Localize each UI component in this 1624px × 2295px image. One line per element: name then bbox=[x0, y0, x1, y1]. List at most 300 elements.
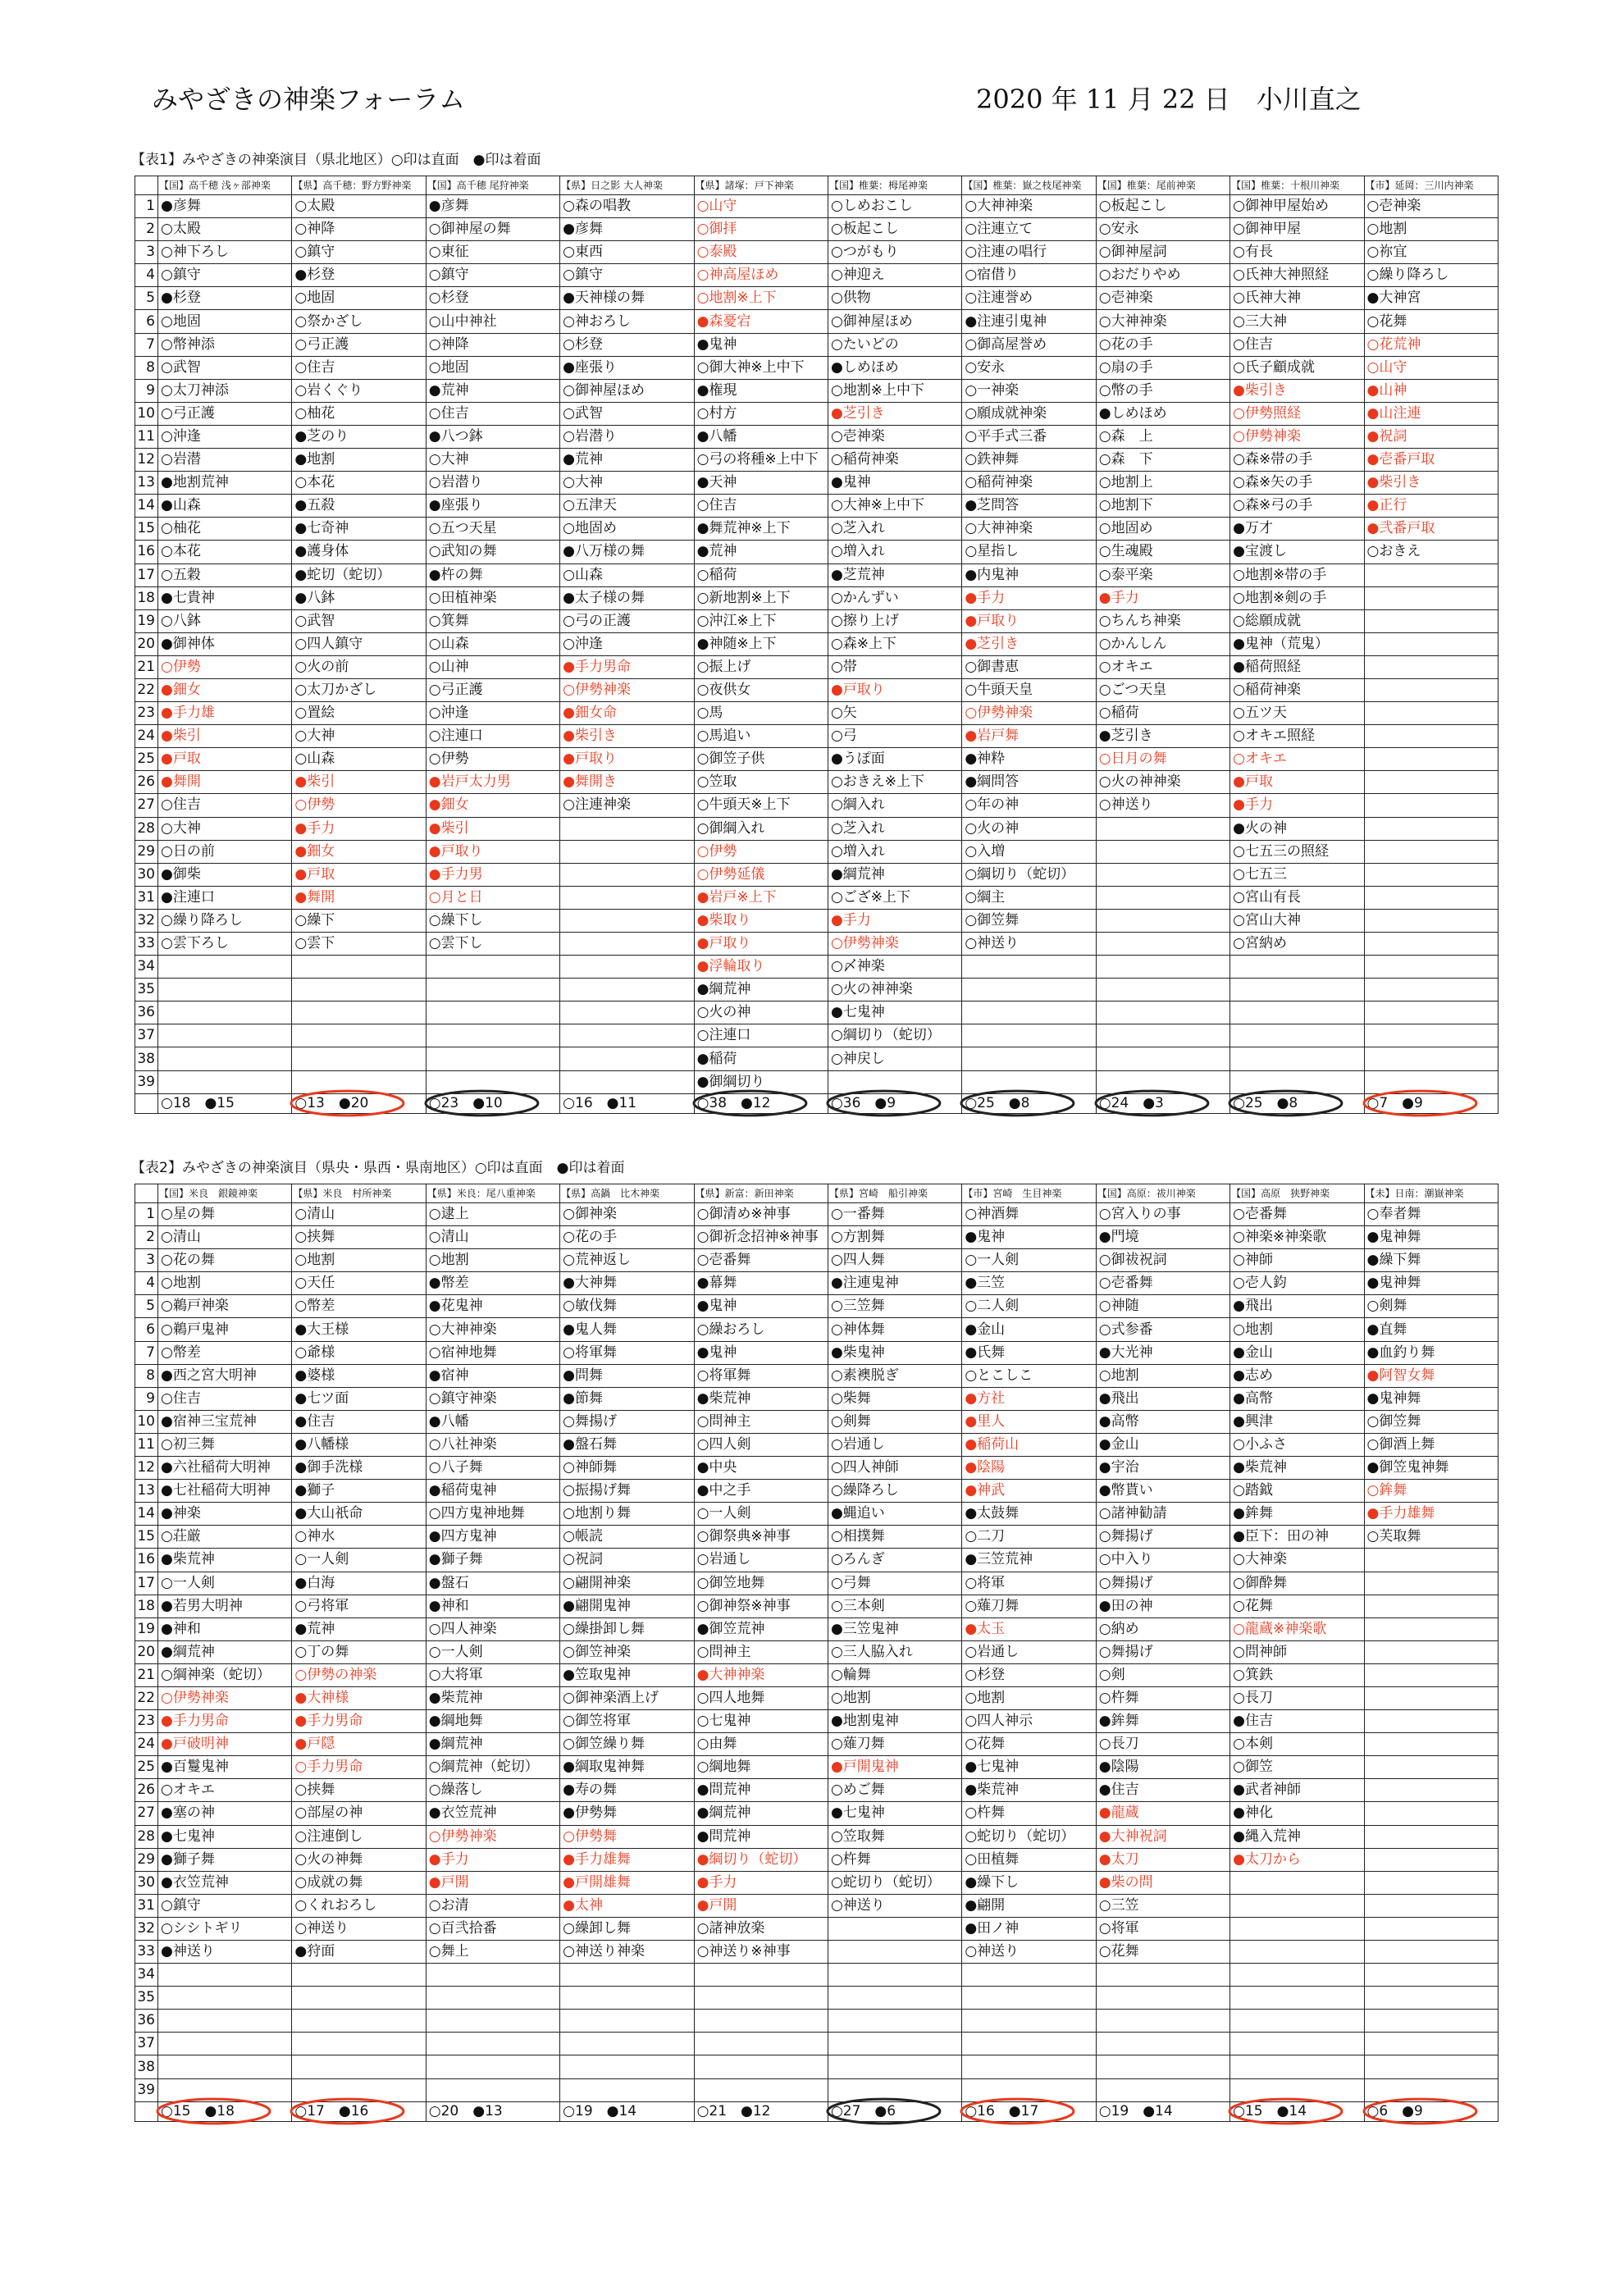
program-cell: ○問神主 bbox=[694, 1410, 828, 1433]
row-number: 4 bbox=[135, 1272, 158, 1295]
program-cell: ○伊勢 bbox=[426, 748, 559, 771]
row-number: 3 bbox=[135, 241, 158, 264]
program-cell: ●戸取 bbox=[292, 863, 426, 886]
program-cell: ●天神様の舞 bbox=[560, 287, 694, 310]
totals-cell: ○38 ●12 bbox=[694, 1093, 828, 1113]
program-cell: ○岩潜り bbox=[560, 425, 694, 448]
column-header: 【国】椎葉：栂尾神楽 bbox=[828, 176, 961, 195]
program-cell: ○扇の手 bbox=[1096, 356, 1229, 379]
program-cell: ●神楽 bbox=[158, 1503, 292, 1526]
program-cell: ○将軍舞 bbox=[694, 1364, 828, 1387]
program-cell: ○杵舞 bbox=[1096, 1686, 1229, 1709]
program-cell: ○大神 bbox=[292, 725, 426, 748]
program-cell: ○御笠舞 bbox=[1364, 1410, 1498, 1433]
program-cell: ○芝入れ bbox=[828, 518, 961, 541]
program-cell: ○月と日 bbox=[426, 886, 559, 909]
program-cell: ○三本剣 bbox=[828, 1595, 961, 1617]
program-cell: ○帯 bbox=[828, 655, 961, 678]
program-cell: ●七奇神 bbox=[292, 518, 426, 541]
program-cell: ●中央 bbox=[694, 1457, 828, 1480]
totals-cell: ○20 ●13 bbox=[426, 2101, 559, 2121]
program-cell: ○繰おろし bbox=[694, 1318, 828, 1341]
program-cell: ●幣差 bbox=[426, 1272, 559, 1295]
row-number: 8 bbox=[135, 1364, 158, 1387]
row-number: 9 bbox=[135, 1387, 158, 1410]
program-cell: ●柴引き bbox=[1230, 379, 1364, 402]
program-cell: ○つがもり bbox=[828, 241, 961, 264]
program-cell: ●百鬘鬼神 bbox=[158, 1756, 292, 1779]
program-cell: ●芝引き bbox=[1096, 725, 1229, 748]
totals-cell: ○15 ●14 bbox=[1230, 2101, 1364, 2121]
program-cell: ●金山 bbox=[1230, 1341, 1364, 1364]
total-oval bbox=[426, 1091, 538, 1116]
program-cell: ○大神楽 bbox=[1230, 1549, 1364, 1572]
program-cell: ○岩通し bbox=[962, 1640, 1096, 1663]
row-number: 20 bbox=[135, 632, 158, 655]
program-cell: ●大王様 bbox=[292, 1318, 426, 1341]
program-cell: ○牛頭天皇 bbox=[962, 678, 1096, 701]
program-cell: ○弓将軍 bbox=[292, 1595, 426, 1617]
program-cell: ●田の神 bbox=[1096, 1595, 1229, 1617]
program-cell: ●柴引 bbox=[292, 771, 426, 794]
program-cell: ●手力雄 bbox=[158, 702, 292, 725]
column-header: 【国】高原：祓川神楽 bbox=[1096, 1184, 1229, 1203]
program-cell: ○田植神楽 bbox=[426, 586, 559, 609]
program-cell: ○幣差 bbox=[158, 1341, 292, 1364]
column-header: 【県】米良 村所神楽 bbox=[292, 1184, 426, 1203]
program-cell: ●問舞 bbox=[560, 1364, 694, 1387]
row-number: 18 bbox=[135, 586, 158, 609]
program-cell: ●太玉 bbox=[962, 1617, 1096, 1640]
program-cell: ●綱荒神 bbox=[694, 979, 828, 1001]
program-cell: ○式参番 bbox=[1096, 1318, 1229, 1341]
program-cell: ○帳読 bbox=[560, 1526, 694, 1549]
program-cell: ○弓の将種※上中下 bbox=[694, 449, 828, 472]
column-header: 【県】高鍋 比木神楽 bbox=[560, 1184, 694, 1203]
program-cell: ●繰下し bbox=[962, 1871, 1096, 1894]
row-number: 22 bbox=[135, 678, 158, 701]
program-cell: ○鵜戸鬼神 bbox=[158, 1318, 292, 1341]
row-number: 14 bbox=[135, 495, 158, 518]
program-cell: ●八つ鉢 bbox=[426, 425, 559, 448]
row-number: 10 bbox=[135, 1410, 158, 1433]
program-cell: ○芝入れ bbox=[828, 817, 961, 840]
program-cell: ○平手式三番 bbox=[962, 425, 1096, 448]
program-cell: ●花鬼神 bbox=[426, 1295, 559, 1318]
row-number: 6 bbox=[135, 310, 158, 333]
program-cell: ○四人鎮守 bbox=[292, 632, 426, 655]
program-cell: ○おだりやめ bbox=[1096, 264, 1229, 287]
program-cell: ●御神体 bbox=[158, 632, 292, 655]
column-header: 【国】高千穂 尾狩神楽 bbox=[426, 176, 559, 195]
program-cell: ●山神 bbox=[1364, 379, 1498, 402]
program-cell: ○三大神 bbox=[1230, 310, 1364, 333]
program-cell: ○本花 bbox=[292, 472, 426, 495]
row-number: 8 bbox=[135, 356, 158, 379]
row-number: 11 bbox=[135, 1433, 158, 1456]
program-cell: ○神酒舞 bbox=[962, 1203, 1096, 1226]
program-cell: ●火の神 bbox=[1230, 817, 1364, 840]
column-header: 【市】宮崎 生目神楽 bbox=[962, 1184, 1096, 1203]
program-cell: ●直舞 bbox=[1364, 1318, 1498, 1341]
total-oval bbox=[291, 1091, 404, 1116]
row-number: 37 bbox=[135, 1024, 158, 1047]
program-cell: ●太子様の舞 bbox=[560, 586, 694, 609]
program-cell: ○神師 bbox=[1230, 1249, 1364, 1272]
program-cell: ●綱取鬼神舞 bbox=[560, 1756, 694, 1779]
program-cell: ●高幣 bbox=[1230, 1387, 1364, 1410]
program-cell: ○おきえ※上下 bbox=[828, 771, 961, 794]
program-cell: ●飛出 bbox=[1096, 1387, 1229, 1410]
program-cell: ○地固 bbox=[426, 356, 559, 379]
row-number: 30 bbox=[135, 863, 158, 886]
row-number: 17 bbox=[135, 1572, 158, 1595]
row-number: 36 bbox=[135, 1001, 158, 1024]
program-cell: ●御綱切り bbox=[694, 1070, 828, 1093]
program-cell: ○三笠舞 bbox=[828, 1295, 961, 1318]
program-cell: ○神高屋ほめ bbox=[694, 264, 828, 287]
program-cell: ○御笠舞 bbox=[962, 909, 1096, 932]
program-cell: ○神迎え bbox=[828, 264, 961, 287]
totals-cell: ○6 ●9 bbox=[1364, 2101, 1498, 2121]
program-cell: ●鬼神舞 bbox=[1364, 1226, 1498, 1249]
program-cell: ●戸取り bbox=[560, 748, 694, 771]
program-cell: ○初三舞 bbox=[158, 1433, 292, 1456]
program-cell: ○火の神神楽 bbox=[1096, 771, 1229, 794]
program-cell: ●八万様の舞 bbox=[560, 541, 694, 563]
program-cell: ●綱地舞 bbox=[426, 1710, 559, 1733]
program-cell: ○森※帯の手 bbox=[1230, 449, 1364, 472]
program-cell: ○注連神楽 bbox=[560, 794, 694, 817]
program-cell: ○牛頭天※上下 bbox=[694, 794, 828, 817]
program-cell: ○御神屋ほめ bbox=[560, 379, 694, 402]
program-cell: ●柴引き bbox=[560, 725, 694, 748]
program-cell: ○清山 bbox=[158, 1226, 292, 1249]
program-cell: ○翩開神楽 bbox=[560, 1572, 694, 1595]
program-cell: ○神水 bbox=[292, 1526, 426, 1549]
program-cell: ○伊勢延儀 bbox=[694, 863, 828, 886]
program-cell: ●門境 bbox=[1096, 1226, 1229, 1249]
date-author: 2020 年 11 月 22 日 小川直之 bbox=[976, 84, 1362, 115]
program-cell: ○芙取舞 bbox=[1364, 1526, 1498, 1549]
row-number: 31 bbox=[135, 1894, 158, 1917]
program-cell: ○住吉 bbox=[694, 495, 828, 518]
program-cell: ●地割荒神 bbox=[158, 472, 292, 495]
program-cell: ○舞揚げ bbox=[560, 1410, 694, 1433]
column-header: 【県】日之影 大人神楽 bbox=[560, 176, 694, 195]
program-cell: ●鬼神 bbox=[694, 1295, 828, 1318]
row-number: 24 bbox=[135, 725, 158, 748]
program-cell: ○綱切り（蛇切） bbox=[962, 863, 1096, 886]
program-cell: ●八幡 bbox=[694, 425, 828, 448]
program-cell: ○雲下し bbox=[426, 933, 559, 956]
program-cell: ○地割 bbox=[292, 1249, 426, 1272]
total-oval bbox=[961, 1091, 1074, 1116]
row-number: 13 bbox=[135, 1480, 158, 1503]
row-number: 39 bbox=[135, 2078, 158, 2101]
program-cell: ○御清め※神事 bbox=[694, 1203, 828, 1226]
program-cell: ●縄入荒神 bbox=[1230, 1825, 1364, 1848]
program-cell: ○住吉 bbox=[158, 1387, 292, 1410]
program-cell: ○挟舞 bbox=[292, 1779, 426, 1802]
program-cell: ○地割下 bbox=[1096, 495, 1229, 518]
row-number: 9 bbox=[135, 379, 158, 402]
program-cell: ○繰下 bbox=[292, 909, 426, 932]
program-cell: ○繰降ろし bbox=[828, 1480, 961, 1503]
table2-caption: 【表2】みやざきの神楽演目（県央・県西・県南地区）○印は直面 ●印は着面 bbox=[131, 1160, 625, 1176]
program-cell: ○花舞 bbox=[1096, 1941, 1229, 1964]
program-cell: ○繰落し bbox=[426, 1779, 559, 1802]
program-cell: ●柴引 bbox=[158, 725, 292, 748]
program-cell: ○めご舞 bbox=[828, 1779, 961, 1802]
program-cell: ○地割 bbox=[1096, 1364, 1229, 1387]
program-cell: ●神随※上下 bbox=[694, 632, 828, 655]
program-cell: ○五津天 bbox=[560, 495, 694, 518]
program-cell: ●座張り bbox=[426, 495, 559, 518]
row-number: 15 bbox=[135, 518, 158, 541]
row-number: 10 bbox=[135, 402, 158, 425]
program-cell: ●婆様 bbox=[292, 1364, 426, 1387]
row-number: 7 bbox=[135, 333, 158, 356]
program-cell: ○お清 bbox=[426, 1894, 559, 1917]
program-cell: ●七社稲荷大明神 bbox=[158, 1480, 292, 1503]
program-cell: ○爺様 bbox=[292, 1341, 426, 1364]
totals-cell: ○25 ●8 bbox=[962, 1093, 1096, 1113]
program-cell: ○火の神 bbox=[694, 1001, 828, 1024]
row-number: 15 bbox=[135, 1526, 158, 1549]
program-cell: ○二刀 bbox=[962, 1526, 1096, 1549]
program-cell: ○オキエ bbox=[158, 1779, 292, 1802]
program-cell: ●芝引き bbox=[962, 632, 1096, 655]
program-cell: ○とこしこ bbox=[962, 1364, 1096, 1387]
program-cell: ○森※矢の手 bbox=[1230, 472, 1364, 495]
program-cell: ●金山 bbox=[1096, 1433, 1229, 1456]
program-cell: ●臣下：田の神 bbox=[1230, 1526, 1364, 1549]
program-cell: ●鬼神舞 bbox=[1364, 1272, 1498, 1295]
totals-cell: ○15 ●18 bbox=[158, 2101, 292, 2121]
program-cell: ○長刀 bbox=[1230, 1686, 1364, 1709]
program-cell: ○地固め bbox=[560, 518, 694, 541]
program-cell: ○一神楽 bbox=[962, 379, 1096, 402]
column-header: 【未】日南：潮嶽神楽 bbox=[1364, 1184, 1498, 1203]
row-number: 32 bbox=[135, 909, 158, 932]
program-cell: ○五ツ天 bbox=[1230, 702, 1364, 725]
program-cell: ●田ノ神 bbox=[962, 1917, 1096, 1940]
program-cell: ○百弐拾番 bbox=[426, 1917, 559, 1940]
program-cell: ○花の手 bbox=[560, 1226, 694, 1249]
program-cell: ○伊勢神楽 bbox=[560, 678, 694, 701]
program-cell: ●神送り bbox=[158, 1941, 292, 1964]
program-cell: ○御笠繰り舞 bbox=[560, 1733, 694, 1756]
row-number: 19 bbox=[135, 609, 158, 632]
totals-cell: ○24 ●3 bbox=[1096, 1093, 1229, 1113]
row-number: 25 bbox=[135, 1756, 158, 1779]
program-cell: ●方社 bbox=[962, 1387, 1096, 1410]
row-number: 25 bbox=[135, 748, 158, 771]
program-cell: ○御神甲屋始め bbox=[1230, 195, 1364, 218]
program-cell: ○四人地舞 bbox=[694, 1686, 828, 1709]
program-cell: ○宮山有長 bbox=[1230, 886, 1364, 909]
row-number: 37 bbox=[135, 2033, 158, 2055]
program-cell: ○夜供女 bbox=[694, 678, 828, 701]
column-header: 【市】延岡：三川内神楽 bbox=[1364, 176, 1498, 195]
program-cell: ○笠取 bbox=[694, 771, 828, 794]
program-cell: ○四人剣 bbox=[694, 1433, 828, 1456]
program-cell: ●戸取り bbox=[426, 840, 559, 863]
program-cell: ○宮山大神 bbox=[1230, 909, 1364, 932]
program-cell: ●大山祇命 bbox=[292, 1503, 426, 1526]
program-cell: ○板起こし bbox=[1096, 195, 1229, 218]
total-oval bbox=[1229, 1091, 1342, 1116]
program-cell: ○氏神大神照経 bbox=[1230, 264, 1364, 287]
program-cell: ○大神 bbox=[158, 817, 292, 840]
program-cell: ○一人剣 bbox=[694, 1503, 828, 1526]
column-header: 【県】諸塚：戸下神楽 bbox=[694, 176, 828, 195]
program-cell: ○柚花 bbox=[292, 402, 426, 425]
program-cell: ○沖逢 bbox=[560, 632, 694, 655]
program-cell: ○三人脇入れ bbox=[828, 1640, 961, 1663]
program-cell: ●獅子 bbox=[292, 1480, 426, 1503]
program-cell: ○ござ※上下 bbox=[828, 886, 961, 909]
program-cell: ○御祭典※神事 bbox=[694, 1526, 828, 1549]
program-cell: ○有長 bbox=[1230, 241, 1364, 264]
program-cell: ●杵の舞 bbox=[426, 563, 559, 586]
program-cell: ○稲荷神楽 bbox=[962, 472, 1096, 495]
program-cell: ●注連鬼神 bbox=[828, 1272, 961, 1295]
program-cell: ○火の神神楽 bbox=[828, 979, 961, 1001]
program-cell: ○入増 bbox=[962, 840, 1096, 863]
column-header: 【国】米良 銀鏡神楽 bbox=[158, 1184, 292, 1203]
program-cell: ●戸取り bbox=[694, 933, 828, 956]
program-cell: ○武知の舞 bbox=[426, 541, 559, 563]
program-cell: ○大神 bbox=[426, 449, 559, 472]
program-cell: ○神送り※神事 bbox=[694, 1941, 828, 1964]
program-cell: ○地固 bbox=[158, 310, 292, 333]
program-cell: ●笠取鬼神 bbox=[560, 1663, 694, 1686]
row-number: 38 bbox=[135, 2055, 158, 2078]
row-number: 29 bbox=[135, 840, 158, 863]
program-cell: ○花の手 bbox=[1096, 333, 1229, 356]
program-cell: ○シシトギリ bbox=[158, 1917, 292, 1940]
program-cell: ●盤石 bbox=[426, 1572, 559, 1595]
program-cell: ●武者神師 bbox=[1230, 1779, 1364, 1802]
program-cell: ○神楽※神楽歌 bbox=[1230, 1226, 1364, 1249]
program-cell: ○大将軍 bbox=[426, 1663, 559, 1686]
totals-cell: ○18 ●15 bbox=[158, 1093, 292, 1113]
program-cell: ○幣差 bbox=[292, 1295, 426, 1318]
program-cell: ●蛇切（蛇切） bbox=[292, 563, 426, 586]
program-cell: ●戸開 bbox=[426, 1871, 559, 1894]
program-cell: ○鵜戸神楽 bbox=[158, 1295, 292, 1318]
total-oval bbox=[157, 2099, 270, 2124]
program-cell: ○鎮守 bbox=[292, 241, 426, 264]
program-cell: ●戸隠 bbox=[292, 1733, 426, 1756]
program-cell: ○岩くぐり bbox=[292, 379, 426, 402]
program-cell: ●荒神 bbox=[694, 541, 828, 563]
program-cell: ○綱神楽（蛇切） bbox=[158, 1663, 292, 1686]
program-cell: ○御高屋誉め bbox=[962, 333, 1096, 356]
program-cell: ●手力雄舞 bbox=[1364, 1503, 1498, 1526]
program-cell: ●弐番戸取 bbox=[1364, 518, 1498, 541]
program-cell: ●鬼神舞 bbox=[1364, 1387, 1498, 1410]
program-cell: ○神送り bbox=[292, 1917, 426, 1940]
program-cell: ○長刀 bbox=[1096, 1733, 1229, 1756]
program-cell: ●地割鬼神 bbox=[828, 1710, 961, 1733]
program-cell: ○伊勢神楽 bbox=[828, 933, 961, 956]
program-cell: ○問神師 bbox=[1230, 1640, 1364, 1663]
program-cell: ●彦舞 bbox=[426, 195, 559, 218]
program-cell: ○鎮守 bbox=[158, 264, 292, 287]
program-cell: ●七鬼神 bbox=[158, 1825, 292, 1848]
program-cell: ○伊勢照経 bbox=[1230, 402, 1364, 425]
program-cell: ○火の神舞 bbox=[292, 1848, 426, 1871]
program-cell: ○弓正護 bbox=[158, 402, 292, 425]
program-cell: ○地割※剣の手 bbox=[1230, 586, 1364, 609]
program-cell: ●荒神 bbox=[426, 379, 559, 402]
program-cell: ●彦舞 bbox=[560, 218, 694, 241]
program-cell: ●護身体 bbox=[292, 541, 426, 563]
program-cell: ○祢宜 bbox=[1364, 241, 1498, 264]
program-cell: ●節舞 bbox=[560, 1387, 694, 1410]
program-cell: ●問荒神 bbox=[694, 1779, 828, 1802]
row-number: 14 bbox=[135, 1503, 158, 1526]
program-cell: ○伊勢神楽 bbox=[1230, 425, 1364, 448]
program-cell: ●芝引き bbox=[828, 402, 961, 425]
row-number: 39 bbox=[135, 1070, 158, 1093]
row-number: 29 bbox=[135, 1848, 158, 1871]
program-cell: ○伊勢 bbox=[694, 840, 828, 863]
program-cell: ●御笠荒神 bbox=[694, 1617, 828, 1640]
program-cell: ○岩通し bbox=[694, 1549, 828, 1572]
row-number: 23 bbox=[135, 702, 158, 725]
program-cell: ○宿神地舞 bbox=[426, 1341, 559, 1364]
program-cell: ●神武 bbox=[962, 1480, 1096, 1503]
totals-cell: ○36 ●9 bbox=[828, 1093, 961, 1113]
program-cell: ●太神 bbox=[560, 1894, 694, 1917]
program-cell: ○剣舞 bbox=[1364, 1295, 1498, 1318]
program-cell: ●八幡様 bbox=[292, 1433, 426, 1456]
program-cell: ○祭かざし bbox=[292, 310, 426, 333]
program-cell: ○八社神楽 bbox=[426, 1433, 559, 1456]
program-cell: ○御笠地舞 bbox=[694, 1572, 828, 1595]
program-cell: ○増入れ bbox=[828, 541, 961, 563]
program-cell: ○擦り上げ bbox=[828, 609, 961, 632]
program-cell: ●問荒神 bbox=[694, 1825, 828, 1848]
program-cell: ○箕鉄 bbox=[1230, 1663, 1364, 1686]
row-number: 32 bbox=[135, 1917, 158, 1940]
program-cell: ○四人神楽 bbox=[426, 1617, 559, 1640]
program-cell: ○地割り舞 bbox=[560, 1503, 694, 1526]
program-cell: ○手力男命 bbox=[292, 1756, 426, 1779]
program-cell: ●柴取り bbox=[694, 909, 828, 932]
program-cell: ●七ツ面 bbox=[292, 1387, 426, 1410]
program-cell: ●内鬼神 bbox=[962, 563, 1096, 586]
row-number: 1 bbox=[135, 195, 158, 218]
program-cell: ○部屋の神 bbox=[292, 1802, 426, 1825]
program-cell: ○太刀神添 bbox=[158, 379, 292, 402]
program-cell: ○弓 bbox=[828, 725, 961, 748]
program-cell: ○地割 bbox=[426, 1249, 559, 1272]
program-cell: ○森の唱教 bbox=[560, 195, 694, 218]
program-cell: ●六社稲荷大明神 bbox=[158, 1457, 292, 1480]
program-cell: ○輪舞 bbox=[828, 1663, 961, 1686]
program-cell: ●塞の神 bbox=[158, 1802, 292, 1825]
program-cell: ●綱荒神 bbox=[158, 1640, 292, 1663]
program-cell: ○かんずい bbox=[828, 586, 961, 609]
program-cell: ●手力雄舞 bbox=[560, 1848, 694, 1871]
program-cell: ○諸神放楽 bbox=[694, 1917, 828, 1940]
program-cell: ●鬼神（荒鬼） bbox=[1230, 632, 1364, 655]
